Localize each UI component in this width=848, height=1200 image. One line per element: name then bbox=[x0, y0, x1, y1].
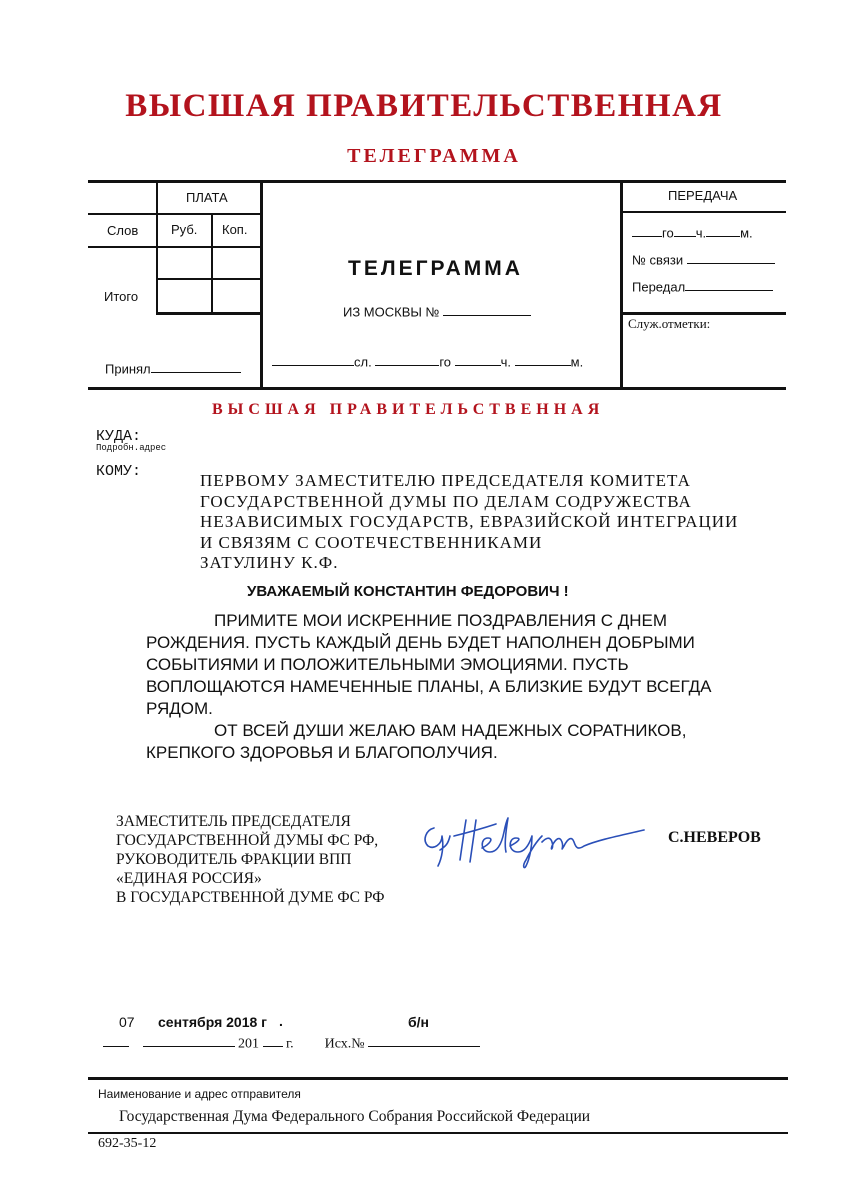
go-label: го bbox=[439, 354, 452, 370]
recipient-line: И СВЯЗЯМ С СООТЕЧЕСТВЕННИКАМИ bbox=[200, 532, 543, 552]
day-blank bbox=[103, 1033, 129, 1047]
sluzh-otmetki-label: Служ.отметки: bbox=[628, 316, 711, 331]
date-blank-line bbox=[103, 1033, 480, 1052]
date-month-year: сентября 2018 г bbox=[158, 1014, 267, 1030]
m-label: м. bbox=[570, 354, 584, 370]
priority-stamp: ВЫСШАЯ ПРАВИТЕЛЬСТВЕННАЯ bbox=[212, 401, 605, 418]
komu-label: КОМУ: bbox=[96, 463, 142, 480]
outgoing-number: б/н bbox=[408, 1014, 429, 1030]
no-svyazi-blank bbox=[687, 251, 775, 264]
footer-top-rule bbox=[88, 1077, 788, 1080]
recipient-line: ГОСУДАРСТВЕННОЙ ДУМЫ ПО ДЕЛАМ СОДРУЖЕСТВА bbox=[200, 491, 692, 511]
year-prefix: 201 bbox=[238, 1036, 259, 1052]
position-line: «ЕДИНАЯ РОССИЯ» bbox=[116, 870, 262, 887]
year-suffix: г. bbox=[286, 1036, 294, 1052]
year-blank bbox=[263, 1033, 283, 1047]
kop-label: Коп. bbox=[222, 222, 248, 237]
prinyal-blank bbox=[151, 360, 241, 373]
sender-label: Наименование и адрес отправителя bbox=[98, 1087, 301, 1101]
go-blank bbox=[375, 353, 439, 366]
plata-label: ПЛАТА bbox=[186, 190, 228, 205]
iz-moskvy-number-blank bbox=[443, 303, 531, 316]
prinyal-field bbox=[105, 360, 241, 376]
center-title: ТЕЛЕГРАММА bbox=[348, 257, 523, 280]
right-time-line bbox=[632, 224, 753, 240]
rub-label: Руб. bbox=[171, 222, 198, 237]
recipient-line: ЗАТУЛИНУ К.Ф. bbox=[200, 553, 339, 572]
iz-moskvy-label: ИЗ МОСКВЫ № bbox=[343, 304, 440, 320]
salutation: УВАЖАЕМЫЙ КОНСТАНТИН ФЕДОРОВИЧ ! bbox=[247, 583, 569, 600]
peredal-label: Передал bbox=[632, 279, 686, 295]
position-line: ГОСУДАРСТВЕННОЙ ДУМЫ ФС РФ, bbox=[116, 832, 379, 849]
message-paragraph: ПРИМИТЕ МОИ ИСКРЕННИЕ ПОЗДРАВЛЕНИЯ С ДНЕМ РОЖДЕНИЯ. ПУСТЬ КАЖДЫЙ ДЕНЬ БУДЕТ НАПОЛНЕН ДОБРЫМИ СОБЫТИЯМИ И ПОЛОЖИТЕЛЬНЫМИ ЭМОЦИЯМИ. ПУСТЬ ВОПЛОЩАЮТСЯ НАМЕЧЕННЫЕ ПЛАНЫ, А БЛИЗКИЕ БУДУТ ВСЕГДА РЯДОМ. bbox=[146, 611, 712, 718]
prinyal-label: Принял bbox=[105, 361, 151, 377]
no-svyazi-label: № связи bbox=[632, 252, 684, 268]
sender-name: Государственная Дума Федерального Собрания Российской Федерации bbox=[119, 1108, 591, 1125]
handwritten-signature bbox=[418, 806, 654, 874]
peredal-blank bbox=[685, 278, 773, 291]
center-time-line bbox=[272, 353, 583, 369]
peredacha-label: ПЕРЕДАЧА bbox=[668, 188, 738, 203]
position-line: ЗАМЕСТИТЕЛЬ ПРЕДСЕДАТЕЛЯ bbox=[116, 813, 351, 830]
document-title: ВЫСШАЯ ПРАВИТЕЛЬСТВЕННАЯ bbox=[125, 88, 723, 124]
date-dot: . bbox=[279, 1013, 283, 1029]
peredal-field bbox=[632, 278, 773, 294]
right-go-blank bbox=[632, 224, 662, 237]
iz-moskvy-field bbox=[343, 303, 531, 319]
no-svyazi-field bbox=[632, 251, 775, 267]
message-body bbox=[146, 610, 766, 764]
right-ch-blank bbox=[674, 224, 696, 237]
position-line: В ГОСУДАРСТВЕННОЙ ДУМЕ ФС РФ bbox=[116, 889, 385, 906]
ch-blank bbox=[455, 353, 501, 366]
footer-bottom-rule bbox=[88, 1132, 788, 1134]
date-day: 07 bbox=[119, 1014, 135, 1030]
sl-label: сл. bbox=[354, 354, 372, 370]
sender-code: 692-35-12 bbox=[98, 1136, 157, 1151]
right-m-label: м. bbox=[740, 225, 753, 241]
recipient-line: НЕЗАВИСИМЫХ ГОСУДАРСТВ, ЕВРАЗИЙСКОЙ ИНТЕГРАЦИИ bbox=[200, 512, 739, 531]
ch-label: ч. bbox=[500, 354, 512, 370]
sl-blank bbox=[272, 353, 354, 366]
itogo-label: Итого bbox=[104, 289, 139, 304]
position-line: РУКОВОДИТЕЛЬ ФРАКЦИИ ВПП bbox=[116, 851, 352, 868]
signatory-name: С.НЕВЕРОВ bbox=[668, 829, 761, 846]
slov-label: Слов bbox=[107, 223, 139, 238]
ish-label: Исх.№ bbox=[324, 1036, 365, 1052]
month-blank bbox=[143, 1033, 235, 1047]
document-subtitle: ТЕЛЕГРАММА bbox=[347, 145, 521, 167]
recipient-line: ПЕРВОМУ ЗАМЕСТИТЕЛЮ ПРЕДСЕДАТЕЛЯ КОМИТЕТА bbox=[200, 471, 691, 490]
m-blank bbox=[515, 353, 571, 366]
message-paragraph: ОТ ВСЕЙ ДУШИ ЖЕЛАЮ ВАМ НАДЕЖНЫХ СОРАТНИКОВ, КРЕПКОГО ЗДОРОВЬЯ И БЛАГОПОЛУЧИЯ. bbox=[146, 721, 687, 762]
right-m-blank bbox=[706, 224, 740, 237]
right-go-label: го bbox=[662, 225, 674, 241]
ish-blank bbox=[368, 1033, 480, 1047]
right-ch-label: ч. bbox=[695, 225, 707, 241]
signatory-position bbox=[116, 812, 384, 907]
kuda-label: КУДА: bbox=[96, 428, 142, 445]
recipient-address bbox=[200, 471, 738, 574]
kuda-sublabel: Подробн.адрес bbox=[96, 443, 167, 453]
